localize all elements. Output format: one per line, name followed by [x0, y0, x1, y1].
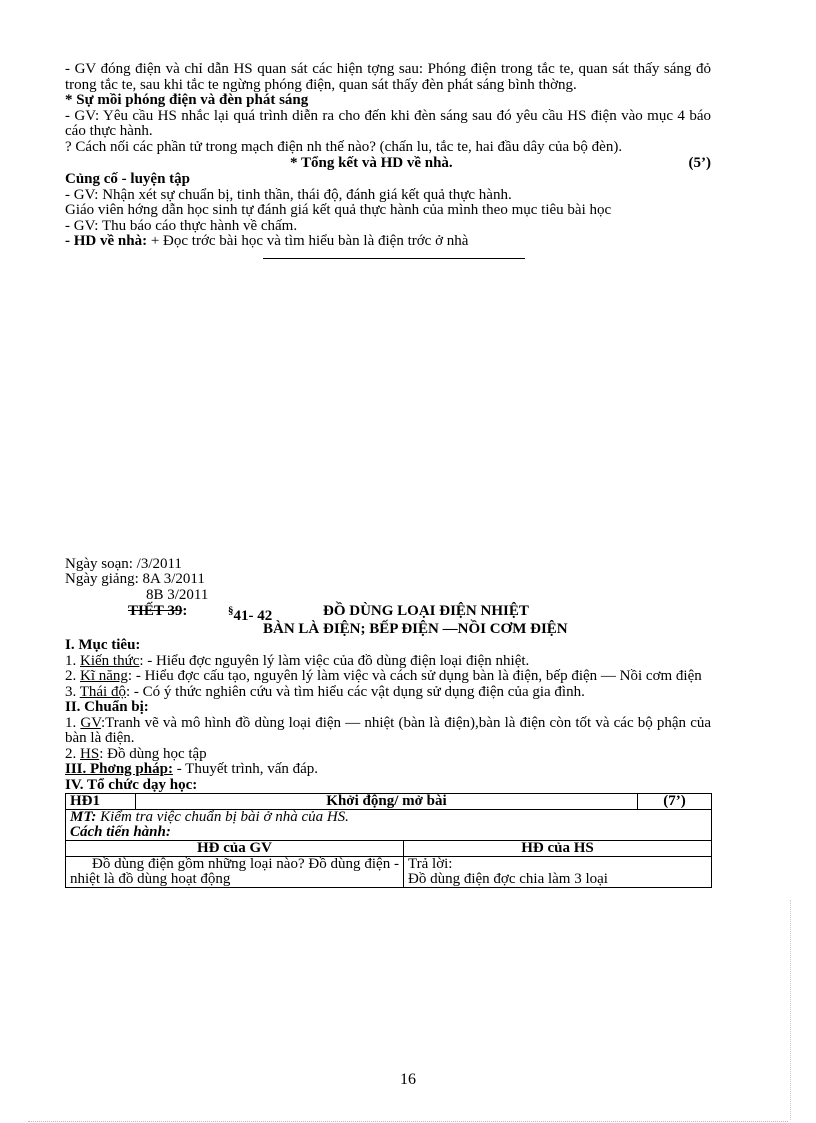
paragraph: - GV đóng điện và chỉ dẫn HS quan sát các hiện tợng sau: Phóng điện trong tắc te, quan sát thấy sáng đỏ trong tắc te, sau khi tắc te ngừng phóng điện, quan sát thấy đèn phát sáng bình thờng.	[65, 61, 711, 93]
summary-time: (5’)	[688, 155, 711, 171]
homework-text: + Đọc trớc bài học và tìm hiểu bàn là điện trớc ở nhà	[147, 233, 469, 249]
paragraph: - GV: Nhận xét sự chuẩn bị, tinh thần, thái độ, đánh giá kết quả thực hành.	[65, 186, 512, 203]
page-edge-dots-right	[790, 900, 791, 1120]
section-preparation: II. Chuẩn bị:	[65, 699, 149, 715]
homework-line	[65, 234, 711, 250]
preparation-teacher: 1. GV:Tranh vẽ và mô hình đồ dùng loại điện — nhiệt (bàn là điện),bàn là điện còn tốt và các bộ phận của bàn là điện.	[65, 714, 712, 746]
student-activity-cell: Trả lời: Đồ dùng điện đợc chia làm 3 loại	[404, 857, 712, 888]
section-objectives: I. Mục tiêu:	[65, 637, 141, 653]
activity-objective: MT: Kiểm tra việc chuẩn bị bài ở nhà của HS. Cách tiến hành:	[66, 810, 712, 841]
page-number: 16	[400, 1071, 416, 1088]
lesson-subtitle-row	[65, 621, 711, 638]
document-page	[65, 62, 711, 888]
paragraph: ? Cách nối các phần tử trong mạch điện nh thế nào? (chấn lu, tắc te, hai đầu dây của bộ đèn).	[65, 138, 623, 155]
activity-time: (7’)	[638, 794, 712, 810]
section-method: III. Phơng pháp: - Thuyết trình, vấn đáp.	[65, 761, 319, 777]
column-header-teacher: HĐ của GV	[66, 841, 404, 857]
date-taught: Ngày giảng: 8A 3/2011	[65, 571, 205, 587]
teacher-activity-cell: Đồ dùng điện gồm những loại nào? Đồ dùng điện - nhiệt là đồ dùng hoạt động	[66, 857, 404, 888]
page-edge-dots	[28, 1121, 788, 1122]
section-number: §41- 42	[228, 605, 273, 624]
summary-heading-row	[65, 155, 711, 172]
column-header-students: HĐ của HS	[404, 841, 712, 857]
objective-attitude: 3. Thái độ: - Có ý thức nghiên cứu và tìm hiểu các vật dụng sử dụng điện của gia đình.	[65, 683, 585, 700]
lesson-title-line-1: ĐỒ DÙNG LOẠI ĐIỆN NHIỆT	[323, 603, 529, 619]
date-taught-class-b: 8B 3/2011	[146, 586, 209, 603]
objective-skills: 2. Kĩ năng: - Hiểu đợc cấu tạo, nguyên lý làm việc và cách sử dụng bàn là điện, bếp điện — Nồi cơm điện	[65, 668, 702, 684]
objective-knowledge: 1. Kiến thức: - Hiểu đợc nguyên lý làm việc của đồ dùng điện loại điện nhiệt.	[65, 652, 530, 669]
lesson-title-line-2: BÀN LÀ ĐIỆN; BẾP ĐIỆN —NỒI CƠM ĐIỆN	[263, 621, 568, 637]
activity-table	[65, 793, 712, 888]
summary-title: * Tổng kết và HD về nhà.	[290, 155, 453, 171]
paragraph: - GV: Thu báo cáo thực hành về chấm.	[65, 217, 298, 234]
paragraph: - GV: Yêu cầu HS nhắc lại quá trình diễn ra cho đến khi đèn sáng sau đó yêu cầu HS điện vào mục 4 báo cáo thực hành.	[65, 107, 711, 139]
activity-title: Khởi động/ mở bài	[136, 794, 638, 810]
date-prepared: Ngày soạn: /3/2011	[65, 555, 182, 572]
subheading: * Sự mồi phóng điện và đèn phát sáng	[65, 92, 309, 108]
lesson-title-row	[65, 603, 711, 624]
procedure-label: Cách tiến hành:	[70, 824, 171, 840]
subheading: Củng cố - luyện tập	[65, 171, 191, 187]
homework-label: - HD về nhà:	[65, 233, 148, 249]
activity-id: HĐ1	[66, 794, 136, 810]
paragraph: Giáo viên hớng dẫn học sinh tự đánh giá kết quả thực hành của mình theo mục tiêu bài học	[65, 202, 612, 218]
lesson-number: TIẾT 39:	[128, 603, 188, 619]
section-organization: IV. Tổ chức dạy học:	[65, 776, 198, 793]
preparation-students: 2. HS: Đồ dùng học tập	[65, 745, 207, 762]
